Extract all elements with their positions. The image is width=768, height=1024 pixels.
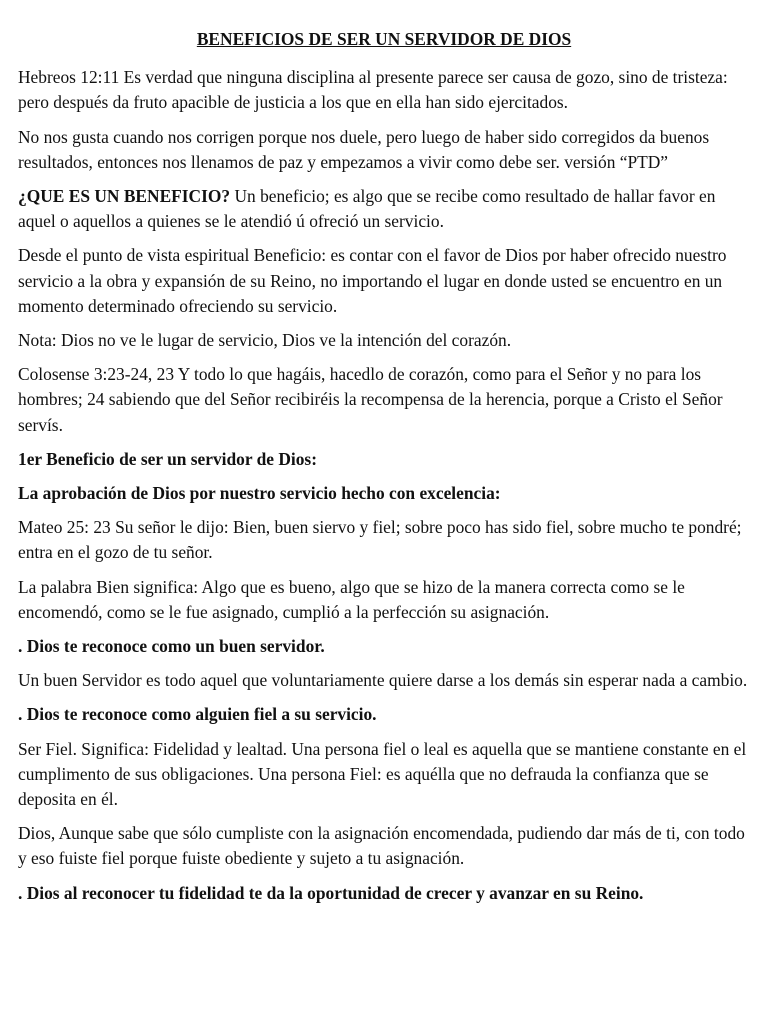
document-title: BENEFICIOS DE SER UN SERVIDOR DE DIOS bbox=[196, 29, 572, 49]
paragraph-bien-significa: La palabra Bien significa: Algo que es bueno, algo que se hizo de la manera correcta como se le encomendó, como se le fue asignado, cumplió a la perfección su asignación. bbox=[18, 576, 685, 622]
heading-aprobacion: La aprobación de Dios por nuestro servicio hecho con excelencia: bbox=[18, 483, 501, 504]
heading-fiel: . Dios te reconoce como alguien fiel a su servicio. bbox=[18, 704, 377, 725]
question-heading: ¿QUE ES UN BENEFICIO? bbox=[18, 186, 231, 207]
paragraph-ser-fiel: Ser Fiel. Significa: Fidelidad y lealtad. Una persona fiel o leal es aquella que se mantiene constante en el cumplimento de sus obligaciones. Una persona Fiel: es aquélla que no defrauda la confianza que se deposita en él. bbox=[18, 738, 747, 810]
paragraph-hebreos: Hebreos 12:11 Es verdad que ninguna disciplina al presente parece ser causa de gozo, sino de tristeza: pero después da fruto apacible de justicia a los que en ella han sido ejercitados. bbox=[18, 67, 728, 113]
question-answer: Un beneficio; es algo que se recibe como resultado de hallar favor en aquel o aquellos a quienes se le atendió ú ofreció un servicio. bbox=[18, 186, 716, 232]
paragraph-punto-vista-espiritual: Desde el punto de vista espiritual Beneficio: es contar con el favor de Dios por haber ofrecido nuestro servicio a la obra y expansión de su Reino, no importando el lugar en donde usted se encuentro en un momento determinado ofreciendo su servicio. bbox=[18, 245, 727, 316]
paragraph-buen-servidor: Un buen Servidor es todo aquel que voluntariamente quiere darse a los demás sin esperar nada a cambio. bbox=[18, 670, 748, 691]
paragraph-nota: Nota: Dios no ve le lugar de servicio, Dios ve la intención del corazón. bbox=[18, 330, 512, 351]
paragraph-que-es-beneficio bbox=[18, 184, 750, 234]
paragraph-colosense: Colosense 3:23-24, 23 Y todo lo que hagáis, hacedlo de corazón, como para el Señor y no para los hombres; 24 sabiendo que del Señor recibiréis la recompensa de la herencia, porque a Cristo el Señor servís. bbox=[18, 364, 723, 435]
paragraph-dios-aunque: Dios, Aunque sabe que sólo cumpliste con la asignación encomendada, pudiendo dar más de ti, con todo y eso fuiste fiel porque fuiste obediente y sujeto a tu asignación. bbox=[18, 823, 745, 869]
heading-primer-beneficio: 1er Beneficio de ser un servidor de Dios: bbox=[18, 448, 317, 469]
heading-crecer-avanzar: . Dios al reconocer tu fidelidad te da la oportunidad de crecer y avanzar en su Reino. bbox=[18, 882, 644, 903]
heading-buen-servidor: . Dios te reconoce como un buen servidor. bbox=[18, 636, 325, 657]
paragraph-mateo: Mateo 25: 23 Su señor le dijo: Bien, buen siervo y fiel; sobre poco has sido fiel, sobre mucho te pondré; entra en el gozo de tu señor. bbox=[18, 517, 742, 563]
paragraph-correccion: No nos gusta cuando nos corrigen porque nos duele, pero luego de haber sido corregidos da buenos resultados, entonces nos llenamos de paz y empezamos a vivir como debe ser. versión “PTD” bbox=[18, 126, 710, 172]
